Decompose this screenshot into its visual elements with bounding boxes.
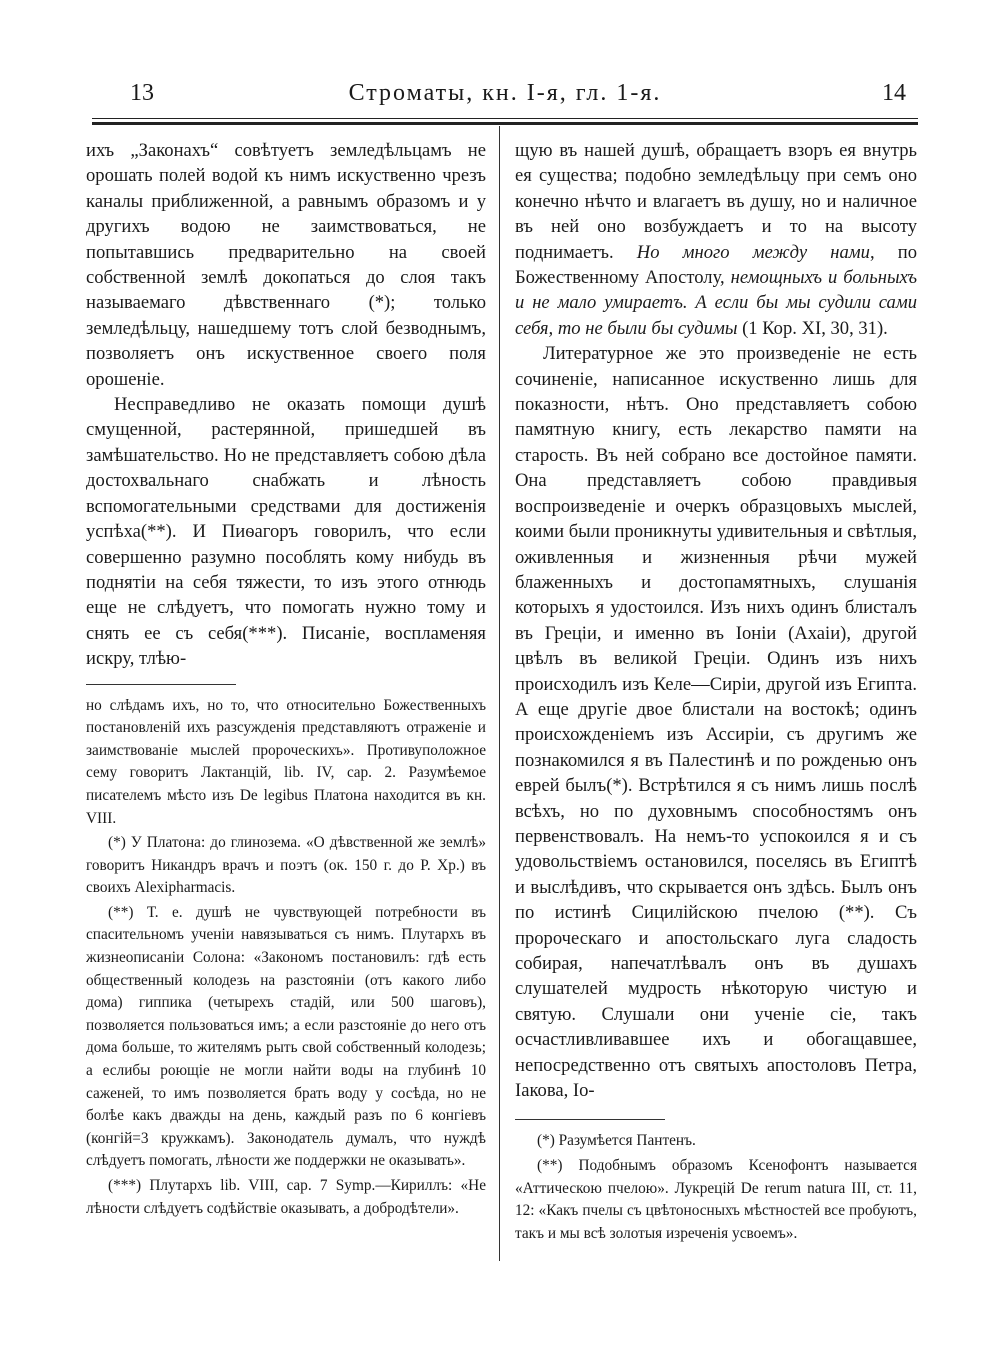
- footnote: (**) Т. е. душѣ не чувствующей потребности въ спасительномъ ученіи навязываться съ нимъ. Плутархъ въ жизнеописаніи Солона: «Закономъ постановилъ: гдѣ есть общественный колодезь на разстояніи (отъ какого либо дома) гиппика (четырехъ стадій, или 500 шаговъ), позволяется пользоваться имъ; а если разстояніе до него отъ дома больше, то жителямъ рыть свой собственный колодезь; а еслибы роющіе не могли найти воды на глубинѣ 10 саженей, то имъ позволяется брать воду у сосѣда, но не болѣе какъ дважды на день, каждый разъ по 6 конгіевъ (конгій=3 кружкамъ). Законодатель думалъ, что нуждѣ слѣдуетъ помогать, лѣности же поддержки не оказывать».: [86, 903, 486, 1170]
- paragraph: Несправедливо не оказать помощи душѣ смущенной, растерянной, пришедшей въ замѣшательство. Но не представляетъ собою дѣла достохвальнаго снабжать и лѣность вспомогательными средствами для достиженія успѣха(**). И Пиѳагоръ говорилъ, что если совершенно разумно пособлять кому нибудь въ поднятіи на себя тяжести, то изъ этого отнюдь еще не слѣдуетъ, что помогать нужно тому и снять ее съ себя(***). Писаніе, воспламеняя искру, тлѣю-: [86, 394, 486, 670]
- left-column: [86, 138, 486, 1222]
- right-body: [515, 138, 917, 1103]
- text-run: (1 Кор. XI, 30, 31).: [737, 317, 888, 339]
- header-rule-thin: [92, 118, 918, 119]
- left-body: [86, 138, 486, 672]
- footnote-rule: [86, 684, 236, 685]
- footnote: (*) У Платона: до глинозема. «О дѣвственной же землѣ» говоритъ Никандръ врачъ и поэтъ (ок. 150 г. до Р. Хр.) въ своихъ Alexipharmacis.: [86, 834, 486, 897]
- paragraph: Литературное же это произведеніе не есть сочиненіе, написанное искуственно лишь для показности, нѣтъ. Оно представляетъ собою памятную книгу, есть лекарство памяти на старость. Въ ней собрано все достойное памяти. Она представляетъ собою правдивыя воспроизведеніе и очеркъ образцовыхъ мыслей, коими были проникнуты удивительныя и свѣтлыя, оживленныя и жизненныя рѣчи мужей блаженныхъ и достопамятныхъ, слушанія которыхъ я удостоился. Изъ нихъ одинъ блисталъ въ Греціи, и именно въ Іоніи (Ахаіи), другой цвѣлъ въ великой Греціи. Одинъ изъ нихъ происходилъ изъ Келе—Сиріи, другой изъ Египта. А еще другіе двое блистали на востокѣ; одинъ происхожденіемъ изъ Ассиріи, съ другимъ же познакомился я въ Палестинѣ и по рожденью онъ еврей былъ(*). Встрѣтился я съ нимъ лишь послѣ всѣхъ, но по духовнымъ способностямъ онъ первенствовалъ. На немъ-то успокоился я и съ удовольствіемъ остановился, поселясь въ Египтѣ и выслѣдивъ, что скрывается онъ здѣсь. Былъ онъ по истинѣ Сицилійскою пчелою (**). Съ пророческаго и апостольскаго луга сладость собирая, напечатлѣвалъ онъ въ душахъ слушателей мудрость нѣкоторую чистую и святую. Слушали они ученіе сіе, такъ осчастливливавшее ихъ и обогащавшее, непосредственно отъ святыхъ апостоловъ Петра, Іакова, Іо-: [515, 343, 917, 1102]
- footnote-rule: [515, 1119, 665, 1120]
- italic-quote: немощныхъ и больныхъ и не мало умираетъ. А если бы мы судили сами себя, то не были бы судимы: [515, 267, 917, 339]
- page-number-left: 13: [130, 80, 154, 106]
- header-rule-thick: [92, 122, 918, 125]
- page-number-right: 14: [882, 80, 906, 106]
- running-title: Строматы, кн. I-я, гл. 1-я.: [348, 80, 662, 106]
- column-divider: [499, 126, 500, 1261]
- paragraph: [515, 138, 917, 341]
- footnote: (*) Разумѣется Пантенъ.: [537, 1132, 696, 1150]
- paragraph: ихъ „Законахъ“ совѣтуетъ земледѣльцамъ не орошать полей водой къ нимъ искуственно чрезъ каналы приближенной, а равнымъ образомъ и у другихъ водою не заимствоваться, не попытавшись предварительно на своей собственной землѣ докопаться до слоя такъ называемаго дѣвственнаго (*); только земледѣльцу, нашедшему тотъ слой безводнымъ, позволяетъ онъ искуственное своего поля орошеніе.: [86, 140, 486, 390]
- text-run: , по Божественному Апостолу,: [515, 241, 917, 289]
- footnote: (**) Подобнымъ образомъ Ксенофонтъ называется «Аттическою пчелою». Лукрецій De rerum natura III, ст. 11, 12: «Какъ пчелы съ цвѣтоносныхъ мѣстностей все пробуютъ, такъ и мы всѣ золотыя изреченія усвоемъ».: [515, 1157, 917, 1242]
- right-column: [515, 138, 917, 1247]
- running-header: [92, 78, 918, 118]
- footnote: но слѣдамъ ихъ, но то, что относительно Божественныхъ постановленій ихъ разсужденія представляютъ отраженіе и заимствованіе мыслей пророческихъ». Противуположное сему говоритъ Лактанцій, lib. IV, cap. 2. Разумѣемое писателемъ мѣсто изъ De legibus Платона находится въ кн. VIII.: [86, 696, 486, 827]
- left-footnotes: [86, 695, 486, 1221]
- footnote: (***) Плутархъ lib. VIII, cap. 7 Symp.—Кириллъ: «Не лѣности слѣдуетъ содѣйствіе оказывать, а добродѣтели».: [86, 1177, 486, 1217]
- right-footnotes: [515, 1130, 917, 1245]
- text-run: щую въ нашей душѣ, обращаетъ взоръ ея внутрь ея существа; подобно земледѣльцу при семъ оно конечно нѣчто и влагаетъ въ душу, но и наличное въ ней оно возбуждаетъ и то на высоту поднимаетъ.: [515, 140, 917, 263]
- italic-quote: Но много между нами: [636, 241, 870, 263]
